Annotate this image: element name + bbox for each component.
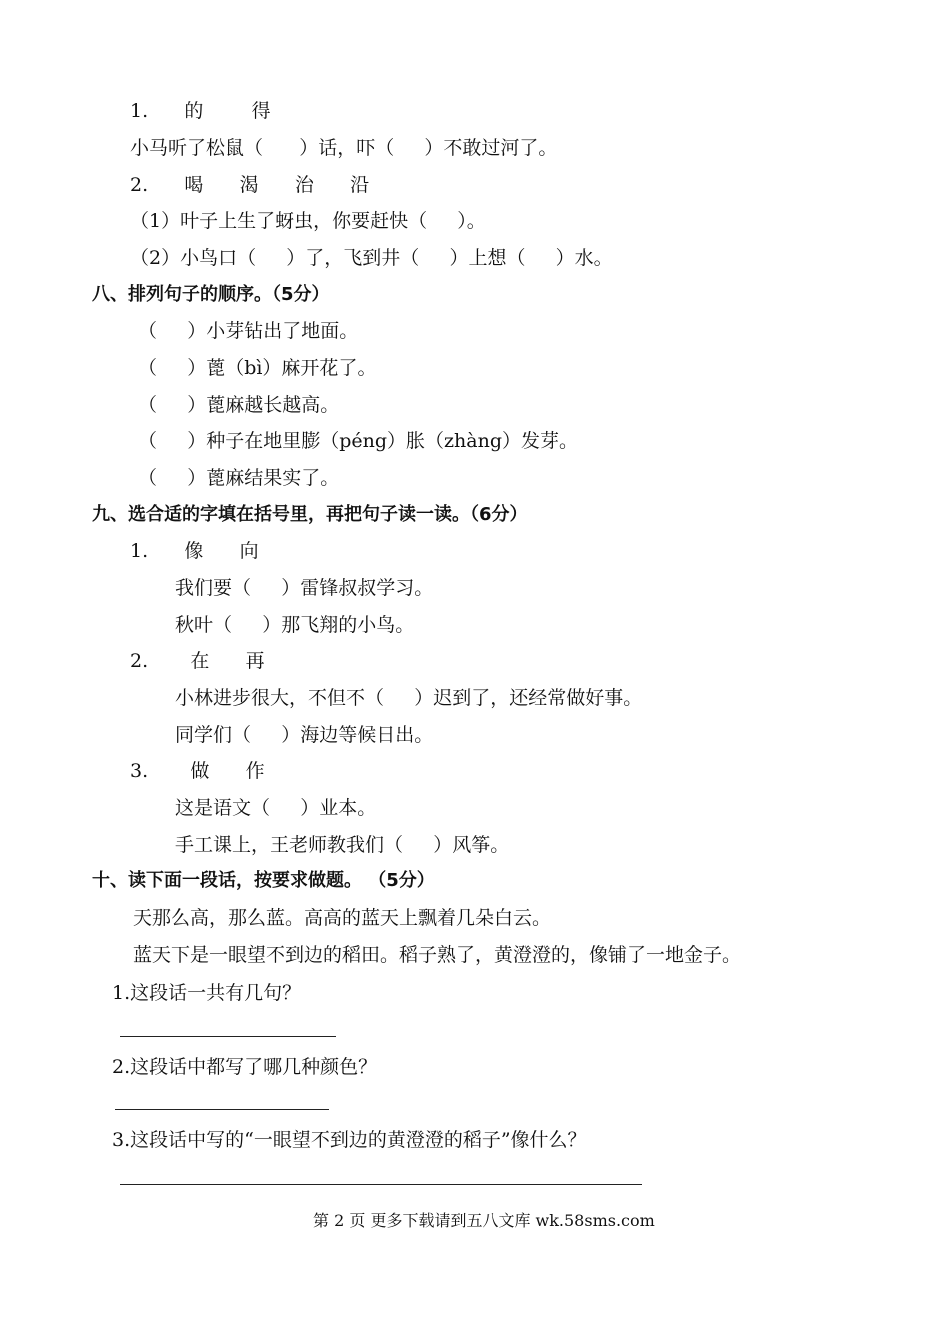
page-footer: 第 2 页 更多下载请到五八文库 wk.58sms.com: [313, 1211, 655, 1230]
order-item-1: （ ）小芽钻出了地面。: [138, 320, 359, 342]
order-item-5: （ ）蓖麻结果实了。: [138, 467, 340, 489]
reading-passage-line-1: 天那么高，那么蓝。高高的蓝天上飘着几朵白云。: [133, 907, 552, 929]
order-item-2: （ ）蓖（bì）麻开花了。: [138, 357, 377, 379]
q7-word-group-2: 2. 喝 渴 治 沿: [130, 174, 370, 196]
reading-passage-line-2: 蓝天下是一眼望不到边的稻田。稻子熟了，黄澄澄的，像铺了一地金子。: [133, 944, 742, 966]
q9-word-pair-3: 3. 做 作: [130, 760, 265, 782]
q9-sentence-3-1: 这是语文（ ）业本。: [175, 797, 377, 819]
order-item-4: （ ）种子在地里膨（péng）胀（zhàng）发芽。: [138, 430, 578, 452]
answer-line-3: [120, 1184, 642, 1185]
reading-question-2: 2.这段话中都写了哪几种颜色？: [112, 1056, 378, 1078]
q9-sentence-2-2: 同学们（ ）海边等候日出。: [175, 724, 434, 746]
q7-sentence-1: 小马听了松鼠（ ）话，吓（ ）不敢过河了。: [130, 137, 558, 159]
q9-sentence-2-1: 小林进步很大，不但不（ ）迟到了，还经常做好事。: [175, 687, 643, 709]
answer-line-2: [115, 1109, 329, 1110]
q9-sentence-1-2: 秋叶（ ）那飞翔的小鸟。: [175, 614, 415, 636]
reading-question-1: 1.这段话一共有几句？: [112, 982, 302, 1004]
order-item-3: （ ）蓖麻越长越高。: [138, 394, 340, 416]
section-9-heading: 九、选合适的字填在括号里，再把句子读一读。（6分）: [92, 504, 528, 525]
section-8-heading: 八、排列句子的顺序。（5分）: [92, 284, 330, 305]
q7-sentence-2-1: （1）叶子上生了蚜虫，你要赶快（ ）。: [130, 210, 486, 232]
answer-line-1: [120, 1036, 336, 1037]
q7-word-pair-1: 1. 的 得: [130, 100, 271, 122]
q9-word-pair-2: 2. 在 再: [130, 650, 265, 672]
q7-sentence-2-2: （2）小鸟口（ ）了，飞到井（ ）上想（ ）水。: [130, 247, 613, 269]
section-10-heading: 十、读下面一段话，按要求做题。 （5分）: [92, 870, 435, 891]
q9-sentence-1-1: 我们要（ ）雷锋叔叔学习。: [175, 577, 434, 599]
q9-word-pair-1: 1. 像 向: [130, 540, 259, 562]
reading-question-3: 3.这段话中写的“一眼望不到边的黄澄澄的稻子”像什么？: [112, 1129, 587, 1151]
q9-sentence-3-2: 手工课上，王老师教我们（ ）风筝。: [175, 834, 510, 856]
